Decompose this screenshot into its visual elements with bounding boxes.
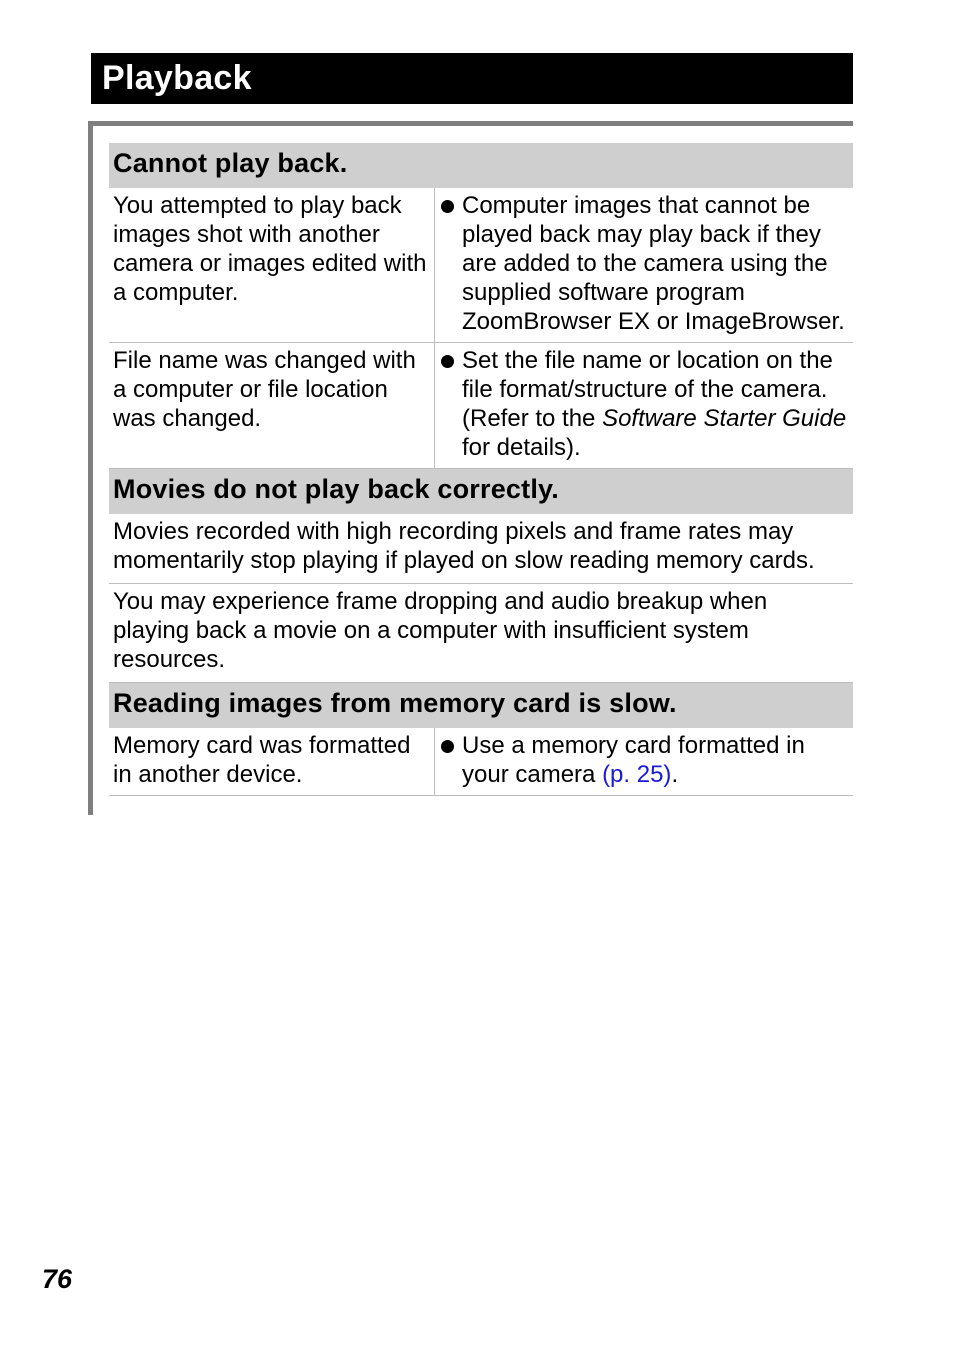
table-row [109,343,853,469]
remedy-text: Computer images that cannot be played back may play back if they are added to the camera using the supplied software program ZoomBrowser EX or ImageBrowser. [462,192,845,335]
cause-cell: Memory card was formatted in another device. [109,728,435,795]
bullet-icon [441,355,454,368]
remedy-text-part: Use a memory card formatted in your camera [462,732,805,788]
remedy-text-part: Set the file name or location on the file format/structure of the camera. (Refer to the [462,347,833,432]
frame-top-rule [88,121,853,126]
table-row [109,188,853,343]
remedy-text [462,731,853,789]
remedy-cell [435,343,853,468]
cause-cell: File name was changed with a computer or file location was changed. [109,343,435,468]
paragraph-row: Movies recorded with high recording pixels and frame rates may momentarily stop playing if played on slow reading memory cards. [109,514,853,584]
section-heading-text: Cannot play back. [113,148,348,178]
remedy-text [462,346,853,462]
remedy-cell [435,188,853,342]
section-heading-text: Reading images from memory card is slow. [113,688,677,718]
page-title-bar [91,53,853,104]
bullet-icon [441,740,454,753]
remedy-text-part: for details). [462,434,581,461]
remedy-text-part: . [671,761,679,788]
section-heading-text: Movies do not play back correctly. [113,474,559,504]
remedy-cell [435,728,853,795]
page-reference-link[interactable]: (p. 25) [602,761,672,788]
section-heading-cannot-play-back [109,143,853,188]
section-heading-movies [109,469,853,514]
paragraph-row: You may experience frame dropping and audio breakup when playing back a movie on a computer with insufficient system resources. [109,584,853,683]
cause-cell: You attempted to play back images shot with another camera or images edited with a computer. [109,188,435,342]
section-heading-reading-slow [109,683,853,728]
manual-title: Software Starter Guide [602,405,847,432]
frame-left-rule [88,121,93,815]
page-title: Playback [102,59,252,97]
page-number: 76 [42,1264,73,1294]
table-row [109,728,853,796]
bullet-icon [441,200,454,213]
troubleshooting-table [109,143,853,796]
